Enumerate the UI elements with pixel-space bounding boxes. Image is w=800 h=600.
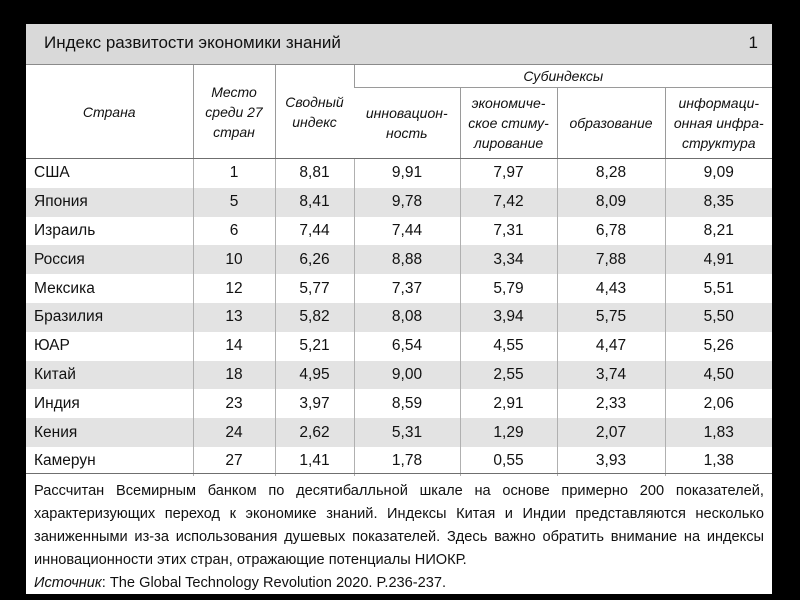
- cell-infrastructure: 4,91: [665, 245, 772, 274]
- cell-infrastructure: 5,50: [665, 303, 772, 332]
- cell-infrastructure: 5,51: [665, 274, 772, 303]
- header-infrastructure: информаци-онная инфра-структура: [665, 88, 772, 159]
- cell-education: 3,93: [557, 447, 665, 476]
- cell-country: ЮАР: [34, 337, 70, 355]
- cell-infrastructure: 8,21: [665, 217, 772, 246]
- table-row: [26, 447, 772, 476]
- table-row: [26, 332, 772, 361]
- cell-education: 5,75: [557, 303, 665, 332]
- cell-composite: 5,82: [275, 303, 354, 332]
- cell-rank: 18: [193, 361, 275, 390]
- source-text: : The Global Technology Revolution 2020. P.236-237.: [101, 575, 447, 591]
- cell-innovation: 8,08: [354, 303, 460, 332]
- title-bar: [26, 24, 772, 65]
- cell-education: 4,47: [557, 332, 665, 361]
- cell-rank: 5: [193, 188, 275, 217]
- header-composite: Сводный индекс: [275, 65, 354, 159]
- cell-infrastructure: 1,83: [665, 418, 772, 447]
- cell-infrastructure: 4,50: [665, 361, 772, 390]
- cell-composite: 4,95: [275, 361, 354, 390]
- cell-infrastructure: 1,38: [665, 447, 772, 476]
- cell-composite: 8,41: [275, 188, 354, 217]
- cell-innovation: 8,88: [354, 245, 460, 274]
- cell-composite: 5,21: [275, 332, 354, 361]
- cell-composite: 7,44: [275, 217, 354, 246]
- cell-rank: 14: [193, 332, 275, 361]
- cell-economic: 7,97: [460, 159, 557, 188]
- table-number: 1: [748, 33, 758, 52]
- source-line: [34, 572, 764, 595]
- cell-innovation: 7,37: [354, 274, 460, 303]
- header-economic: экономиче-ское стиму-лирование: [460, 88, 557, 159]
- cell-country: Израиль: [34, 221, 96, 239]
- header-country: Страна: [26, 65, 193, 159]
- cell-education: 3,74: [557, 361, 665, 390]
- cell-country: Россия: [26, 245, 193, 274]
- cell-composite: 8,81: [275, 159, 354, 188]
- cell-economic: 2,91: [460, 389, 557, 418]
- table-sheet: [26, 24, 772, 594]
- cell-education: 4,43: [557, 274, 665, 303]
- cell-economic: 7,42: [460, 188, 557, 217]
- table-row: [26, 361, 772, 390]
- cell-education: 2,07: [557, 418, 665, 447]
- cell-country: Индия: [34, 394, 80, 412]
- table-row: [26, 217, 772, 246]
- cell-composite: 2,62: [275, 418, 354, 447]
- table-row: [26, 389, 772, 418]
- table-row: [26, 245, 772, 274]
- cell-economic: 3,94: [460, 303, 557, 332]
- cell-country: Бразилия: [26, 303, 193, 332]
- cell-country: Япония: [26, 188, 193, 217]
- table-title: Индекс развитости экономики знаний: [44, 33, 341, 52]
- cell-composite: 1,41: [275, 447, 354, 476]
- cell-rank: 1: [193, 159, 275, 188]
- header-innovation: инновацион-ность: [354, 88, 460, 159]
- cell-innovation: 9,00: [354, 361, 460, 390]
- cell-economic: 4,55: [460, 332, 557, 361]
- cell-country: Кения: [26, 418, 193, 447]
- cell-rank: 23: [193, 389, 275, 418]
- cell-education: 7,88: [557, 245, 665, 274]
- cell-country: Камерун: [34, 452, 96, 470]
- cell-innovation: 1,78: [354, 447, 460, 476]
- cell-economic: 5,79: [460, 274, 557, 303]
- header-subindices: Субиндексы: [354, 65, 772, 88]
- source-label: Источник: [34, 575, 102, 591]
- table-note: [26, 473, 772, 594]
- cell-education: 8,09: [557, 188, 665, 217]
- cell-education: 8,28: [557, 159, 665, 188]
- cell-economic: 7,31: [460, 217, 557, 246]
- cell-rank: 6: [193, 217, 275, 246]
- cell-innovation: 5,31: [354, 418, 460, 447]
- cell-innovation: 8,59: [354, 389, 460, 418]
- table-row: [26, 418, 772, 447]
- cell-infrastructure: 5,26: [665, 332, 772, 361]
- cell-rank: 13: [193, 303, 275, 332]
- cell-education: 2,33: [557, 389, 665, 418]
- cell-economic: 0,55: [460, 447, 557, 476]
- cell-rank: 12: [193, 274, 275, 303]
- cell-rank: 24: [193, 418, 275, 447]
- cell-rank: 10: [193, 245, 275, 274]
- cell-country: Мексика: [34, 279, 95, 297]
- table-row: [26, 188, 772, 217]
- cell-innovation: 9,91: [354, 159, 460, 188]
- cell-rank: 27: [193, 447, 275, 476]
- table-row: [26, 159, 772, 188]
- cell-country: Китай: [26, 361, 193, 390]
- table-row: [26, 303, 772, 332]
- cell-composite: 5,77: [275, 274, 354, 303]
- cell-infrastructure: 2,06: [665, 389, 772, 418]
- header-rank: Место среди 27 стран: [193, 65, 275, 159]
- cell-economic: 1,29: [460, 418, 557, 447]
- cell-education: 6,78: [557, 217, 665, 246]
- cell-innovation: 6,54: [354, 332, 460, 361]
- note-text: Рассчитан Всемирным банком по десятибалльной шкале на основе примерно 200 показателей, характеризующих переход к экономике знаний. Индексы Китая и Индии представляются несколько заниженными из-за использования душевых показателей. Здесь важно обратить внимание на индексы инновационности этих стран, отражающие потенциалы НИОКР.: [34, 483, 764, 568]
- table-row: [26, 274, 772, 303]
- cell-infrastructure: 9,09: [665, 159, 772, 188]
- cell-economic: 2,55: [460, 361, 557, 390]
- index-table: [26, 65, 772, 476]
- cell-infrastructure: 8,35: [665, 188, 772, 217]
- cell-economic: 3,34: [460, 245, 557, 274]
- header-education: образование: [557, 88, 665, 159]
- cell-composite: 3,97: [275, 389, 354, 418]
- cell-innovation: 7,44: [354, 217, 460, 246]
- cell-country: США: [34, 164, 70, 182]
- cell-composite: 6,26: [275, 245, 354, 274]
- cell-innovation: 9,78: [354, 188, 460, 217]
